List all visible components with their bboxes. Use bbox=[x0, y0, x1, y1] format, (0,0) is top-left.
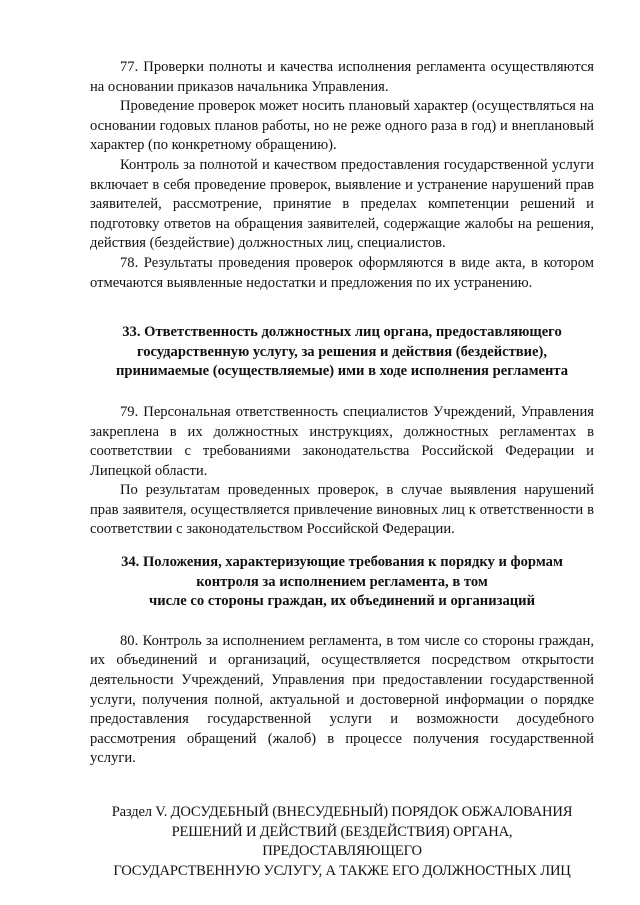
section-title-line: РЕШЕНИЙ И ДЕЙСТВИЙ (БЕЗДЕЙСТВИЯ) ОРГАНА, bbox=[171, 823, 513, 840]
section-title-line: ГОСУДАРСТВЕННУЮ УСЛУГУ, А ТАКЖЕ ЕГО ДОЛЖНОСТНЫХ ЛИЦ bbox=[113, 862, 571, 879]
document-page bbox=[90, 58, 594, 881]
heading-line: 34. Положения, характеризующие требования к порядку и формам bbox=[121, 554, 563, 571]
section-34-heading bbox=[90, 553, 594, 612]
paragraph-80: 80. Контроль за исполнением регламента, в том числе со стороны граждан, их объединений и организаций, осуществляется посредством открытости деятельности Учреждений, Управления при предоставлении государственной услуги, получения полной, актуальной и достоверной информации о порядке предоставления государственной услуги и возможности досудебного рассмотрения обращений (жалоб) в процессе получения государственной услуги. bbox=[90, 632, 594, 767]
section-v-title bbox=[90, 803, 594, 881]
paragraph-79-liability: По результатам проведенных проверок, в случае выявления нарушений прав заявителя, осуществляется привлечение виновных лиц к ответственности в соответствии с законодательством Российской Федерации. bbox=[90, 482, 594, 538]
heading-line: принимаемые (осуществляемые) ими в ходе исполнения регламента bbox=[115, 363, 569, 380]
heading-line: числе со стороны граждан, их объединений и организаций bbox=[148, 593, 535, 610]
heading-line: 33. Ответственность должностных лиц органа, предоставляющего bbox=[122, 324, 562, 341]
heading-line: государственную услугу, за решения и действия (бездействие), bbox=[136, 343, 548, 360]
paragraph-77: 77. Проверки полноты и качества исполнения регламента осуществляются на основании приказов начальника Управления. bbox=[90, 59, 594, 95]
section-33-heading bbox=[90, 323, 594, 382]
section-title-line: ПРЕДОСТАВЛЯЮЩЕГО bbox=[262, 843, 422, 860]
heading-line: контроля за исполнением регламента, в том bbox=[196, 573, 488, 590]
section-title-line: Раздел V. ДОСУДЕБНЫЙ (ВНЕСУДЕБНЫЙ) ПОРЯДОК ОБЖАЛОВАНИЯ bbox=[111, 804, 573, 820]
paragraph-78: 78. Результаты проведения проверок оформляются в виде акта, в котором отмечаются выявленные недостатки и предложения по их устранению. bbox=[90, 254, 594, 291]
paragraph-77-control-scope: Контроль за полнотой и качеством предоставления государственной услуги включает в себя проведение проверок, выявление и устранение нарушений прав заявителей, рассмотрение, принятие в пределах компетенции решений и подготовку ответов на обращения заявителей, содержащие жалобы на решения, действия (бездействие) должностных лиц, специалистов. bbox=[90, 156, 594, 252]
paragraph-79: 79. Персональная ответственность специалистов Учреждений, Управления закреплена в их должностных инструкциях, должностных регламентах в соответствии с требованиями законодательства Российской Федерации и Липецкой области. bbox=[90, 403, 594, 479]
paragraph-77-planned-checks: Проведение проверок может носить плановый характер (осуществляться на основании годовых планов работы, но не реже одного раза в год) и внеплановый характер (по конкретному обращению). bbox=[90, 98, 594, 154]
